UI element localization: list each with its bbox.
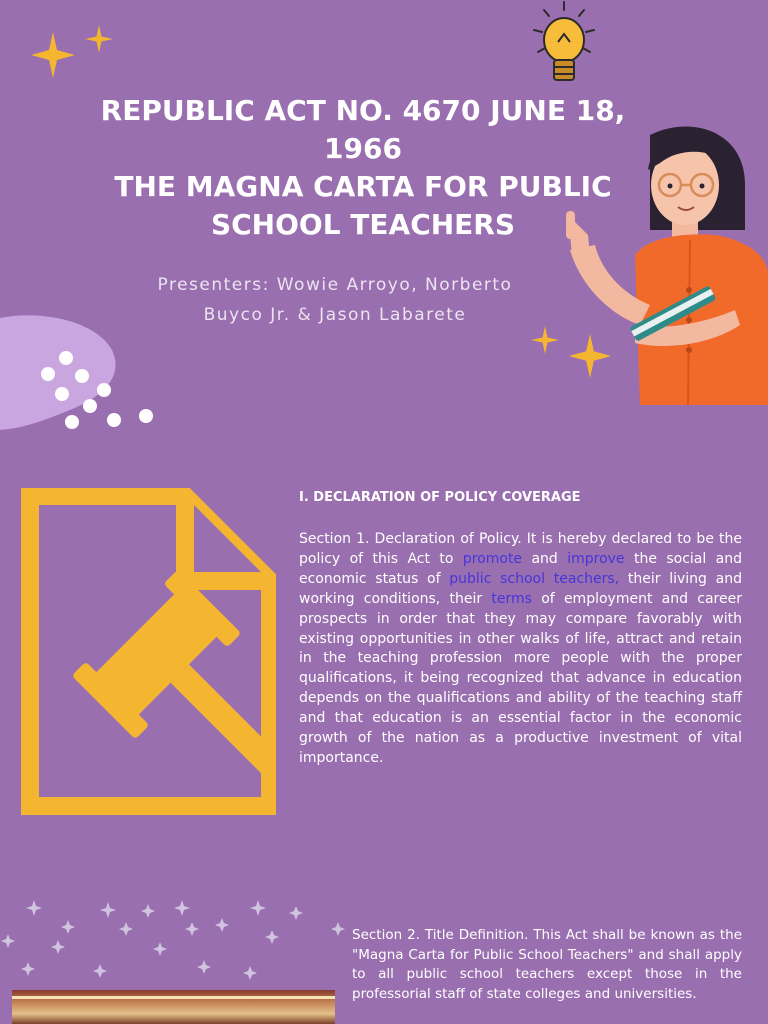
title-line: SCHOOL TEACHERS (210, 208, 516, 241)
highlight-term: improve (567, 550, 625, 567)
star-icon (84, 24, 114, 54)
title-line: THE MAGNA CARTA FOR PUBLIC (114, 170, 612, 203)
sparkle-cluster-icon (0, 890, 345, 990)
title-line: REPUBLIC ACT NO. 4670 JUNE 18, (100, 94, 626, 127)
paragraph-text: their living and working conditions, their (299, 570, 742, 607)
highlight-term: promote (462, 550, 523, 567)
presenters-line: Buyco Jr. & Jason Labarete (203, 305, 467, 325)
decorative-blob (0, 310, 160, 435)
sparkle-icon (566, 332, 614, 380)
paragraph-text: of employment and career prospects in order that they may compare favorably with existing opportunities in other walks of life, attract and retain in the teaching profession more people with the proper qualifications, it being recognized that advance in education depends on the qualifications and ability of the teaching staff and that education is an essential factor in the economic growth of the nation as a productive investment of vital importance. (299, 590, 742, 766)
presenters-credit (100, 270, 570, 330)
document-gavel-icon (0, 488, 276, 818)
highlight-term: public school teachers, (449, 570, 620, 587)
paragraph-text: and (522, 550, 568, 567)
section1-paragraph (299, 530, 742, 769)
highlight-term: terms (491, 590, 532, 607)
classroom-photo (12, 990, 335, 1024)
star-icon (28, 30, 78, 80)
lightbulb-icon (518, 0, 608, 90)
paragraph-text: Section 1. Declaration of Policy. It is hereby declared to be the policy of this Act to (299, 531, 742, 567)
section2-paragraph: Section 2. Title Definition. This Act shall be known as the "Magna Carta for Public School Teachers" and shall apply to all public school teachers except those in the professorial staff of state colleges and universities. (352, 927, 742, 1002)
presenters-line: Presenters: Wowie Arroyo, Norberto (157, 275, 513, 295)
section-heading: I. DECLARATION OF POLICY COVERAGE (299, 490, 581, 505)
title-line: 1966 (324, 132, 402, 165)
paragraph-text: the social and economic status of (299, 550, 742, 587)
sparkle-icon (530, 325, 560, 355)
